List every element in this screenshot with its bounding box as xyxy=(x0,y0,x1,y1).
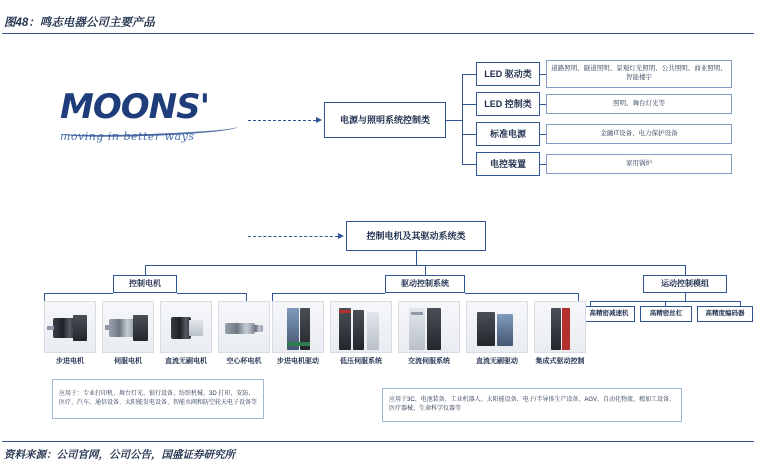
frame-g2-right xyxy=(578,293,579,301)
frame-g1-left xyxy=(44,293,45,301)
product-label-bldc: 直流无刷电机 xyxy=(165,358,207,365)
product-card-ac-servo[interactable] xyxy=(398,301,460,366)
product-card-servo[interactable] xyxy=(102,301,154,366)
frame-g2-top-left xyxy=(272,293,385,294)
source-divider xyxy=(2,441,754,442)
product-label-servo: 伺服电机 xyxy=(114,358,142,365)
product-label-ac-servo: 交流伺服系统 xyxy=(408,358,450,365)
connector-motor-bus xyxy=(145,265,685,266)
connector-logo-to-power xyxy=(248,120,316,121)
product-leadscrew[interactable]: 高精密丝杠 xyxy=(640,306,692,322)
group-title-motion-module[interactable]: 运动控制模组 xyxy=(643,275,727,293)
moons-logo xyxy=(60,87,245,150)
product-image-stepper xyxy=(44,301,96,353)
logo-wordmark: MOONS' xyxy=(60,87,209,127)
product-image-stepper-drive xyxy=(272,301,324,353)
detail-led-driver: 道路照明、隧道照明、景观灯光照明、公共照明、商业照明、智能楼宇 xyxy=(546,60,732,88)
connector-motor-drop-1 xyxy=(145,265,146,275)
product-label-bldc-drive: 直流无刷驱动 xyxy=(476,358,518,365)
product-card-bldc-drive[interactable] xyxy=(466,301,528,366)
product-image-bldc-drive xyxy=(466,301,528,353)
product-image-bldc xyxy=(160,301,212,353)
product-image-servo xyxy=(102,301,154,353)
product-image-coreless xyxy=(218,301,270,353)
product-card-stepper-drive[interactable] xyxy=(272,301,324,366)
frame-g1-top-right xyxy=(177,293,246,294)
product-gearbox[interactable]: 高精密减速机 xyxy=(583,306,635,322)
connector-power-c4 xyxy=(462,164,476,165)
detail-led-control: 照明、舞台灯光等 xyxy=(546,94,732,114)
product-encoder[interactable]: 高精度编码器 xyxy=(697,306,753,322)
product-card-bldc[interactable] xyxy=(160,301,212,366)
group-title-control-motor[interactable]: 控制电机 xyxy=(113,275,177,293)
product-card-integrated[interactable] xyxy=(534,301,586,366)
note-drive-system-applications: 应用于3C、电池装备、工业机器人、太阳能设备、电子/半导体生产设备、AGV、自动化物流、精加工设备、医疗器械、生命科学仪器等 xyxy=(382,388,682,422)
connector-power-c1 xyxy=(462,74,476,75)
node-motor-root[interactable]: 控制电机及其驱动系统类 xyxy=(346,221,486,251)
product-label-integrated: 集成式驱动控制 xyxy=(535,358,585,365)
connector-power-c2 xyxy=(462,104,476,105)
node-standard-power[interactable]: 标准电源 xyxy=(476,122,540,146)
figure-source: 资料来源：公司官网，公司公告，国盛证券研究所 xyxy=(4,449,235,461)
product-label-coreless: 空心杯电机 xyxy=(226,358,262,365)
node-led-driver[interactable]: LED 驱动类 xyxy=(476,62,540,86)
connector-logo-to-motor xyxy=(248,236,338,237)
figure-title: 图48：鸣志电器公司主要产品 xyxy=(4,17,155,29)
frame-g2-top-right xyxy=(465,293,578,294)
product-label-stepper-drive: 步进电机驱动 xyxy=(277,358,319,365)
product-label-lv-servo: 低压伺服系统 xyxy=(340,358,382,365)
detail-standard-power: 金融IT设备、电力保护设备 xyxy=(546,124,732,144)
arrow-logo-to-power xyxy=(316,117,322,123)
frame-g2-left xyxy=(272,293,273,301)
product-image-lv-servo xyxy=(330,301,392,353)
product-card-coreless[interactable] xyxy=(218,301,270,366)
node-power-root[interactable]: 电源与照明系统控制类 xyxy=(324,102,446,138)
connector-motor-drop-3 xyxy=(685,265,686,275)
product-image-ac-servo xyxy=(398,301,460,353)
product-image-integrated xyxy=(534,301,586,353)
title-divider xyxy=(2,33,754,34)
frame-g1-top-left xyxy=(44,293,113,294)
connector-power-trunk-v xyxy=(462,74,463,164)
detail-electric-control: 家用锅炉 xyxy=(546,154,732,174)
arrow-logo-to-motor xyxy=(338,233,344,239)
connector-motor-drop-2 xyxy=(425,265,426,275)
frame-g3-stem xyxy=(685,293,686,301)
note-control-motor-applications: 应用于：专业打印机、舞台灯光、银行设备、纺织机械、3D 打印、安防、医疗、汽车、通信设备、太阳能发电设备、智能水阀和防空轮天电子设备等 xyxy=(52,379,264,419)
node-led-control[interactable]: LED 控制类 xyxy=(476,92,540,116)
node-electric-control[interactable]: 电控装置 xyxy=(476,152,540,176)
product-card-stepper[interactable] xyxy=(44,301,96,366)
group-title-drive-system[interactable]: 驱动控制系统 xyxy=(385,275,465,293)
connector-power-c3 xyxy=(462,134,476,135)
product-label-stepper: 步进电机 xyxy=(56,358,84,365)
connector-motor-stem xyxy=(416,251,417,265)
frame-g1-right xyxy=(246,293,247,301)
connector-power-trunk-h xyxy=(446,120,462,121)
logo-tagline: moving in better ways xyxy=(60,130,195,143)
product-card-lv-servo[interactable] xyxy=(330,301,392,366)
